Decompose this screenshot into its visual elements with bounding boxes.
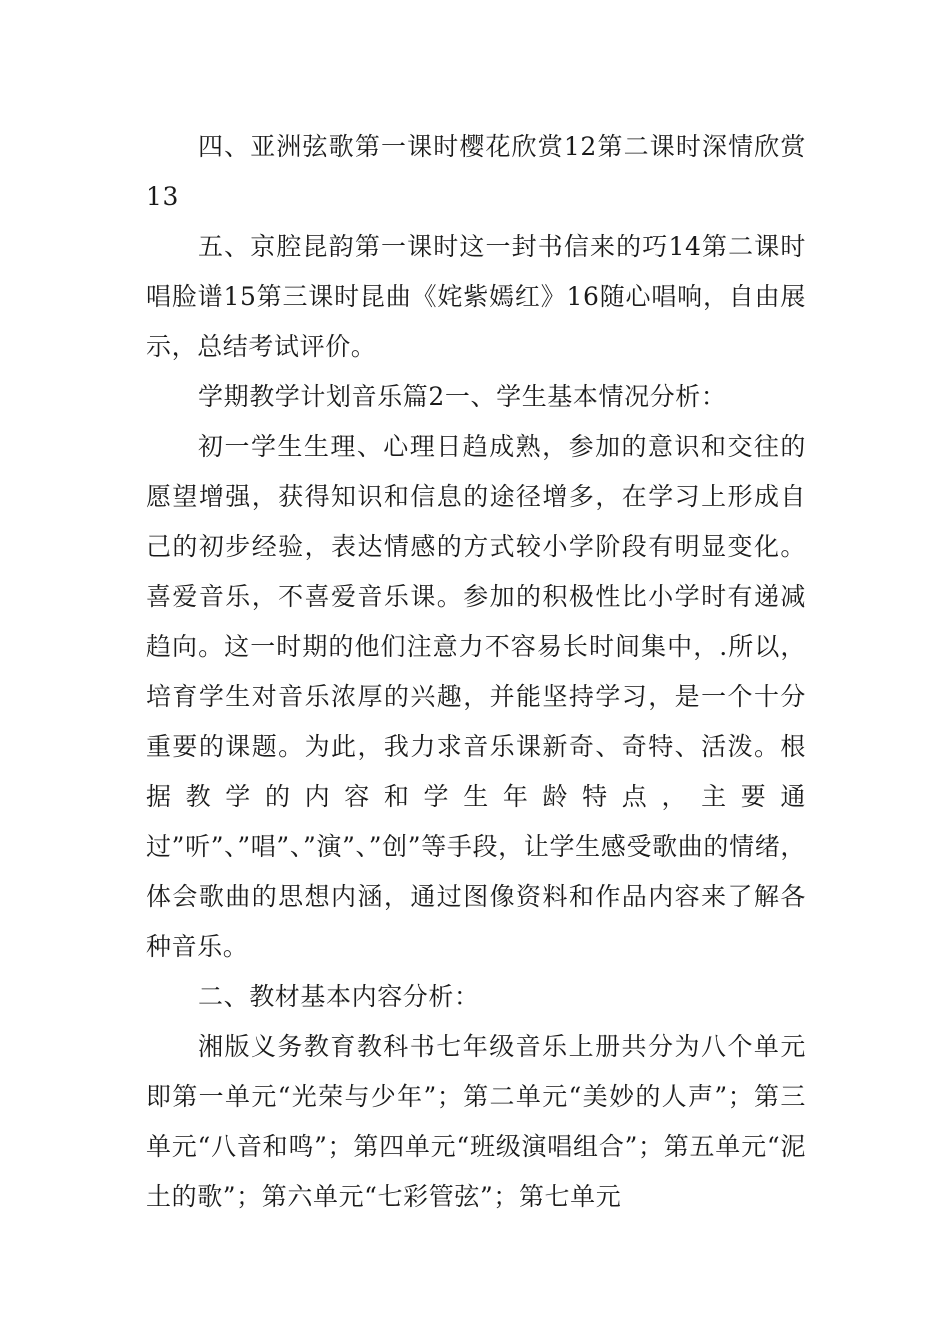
- paragraph-textbook-content: 湘版义务教育教科书七年级音乐上册共分为八个单元即第一单元“光荣与少年”；第二单元“美妙的人声”；第三单元“八音和鸣”；第四单元“班级演唱组合”；第五单元“泥土的歌”；第六单元“七彩管弦”；第七单元: [146, 1032, 806, 1211]
- document-body: [146, 122, 806, 1222]
- paragraph-student-analysis: 初一学生生理、心理日趋成熟，参加的意识和交往的愿望增强，获得知识和信息的途径增多，在学习上形成自己的初步经验，表达情感的方式较小学阶段有明显变化。喜爱音乐，不喜爱音乐课。参加的积极性比小学时有递减趋向。这一时期的他们注意力不容易长时间集中，.所以，培育学生对音乐浓厚的兴趣，并能坚持学习，是一个十分重要的课题。为此，我力求音乐课新奇、奇特、活泼。根据教学的内容和学生年龄特点，主要通过”听”、”唱”、”演”、”创”等手段，让学生感受歌曲的情绪，体会歌曲的思想内涵，通过图像资料和作品内容来了解各种音乐。: [146, 432, 806, 961]
- paragraph-plan-heading: 学期教学计划音乐篇2一、学生基本情况分析：: [198, 382, 727, 411]
- paragraph-unit-five: 五、京腔昆韵第一课时这一封书信来的巧14第二课时唱脸谱15第三课时昆曲《姹紫嫣红》16随心唱响，自由展示，总结考试评价。: [146, 232, 806, 361]
- paragraph-textbook-heading: 二、教材基本内容分析：: [198, 982, 480, 1011]
- paragraph-unit-four: 四、亚洲弦歌第一课时樱花欣赏12第二课时深情欣赏13: [146, 132, 806, 211]
